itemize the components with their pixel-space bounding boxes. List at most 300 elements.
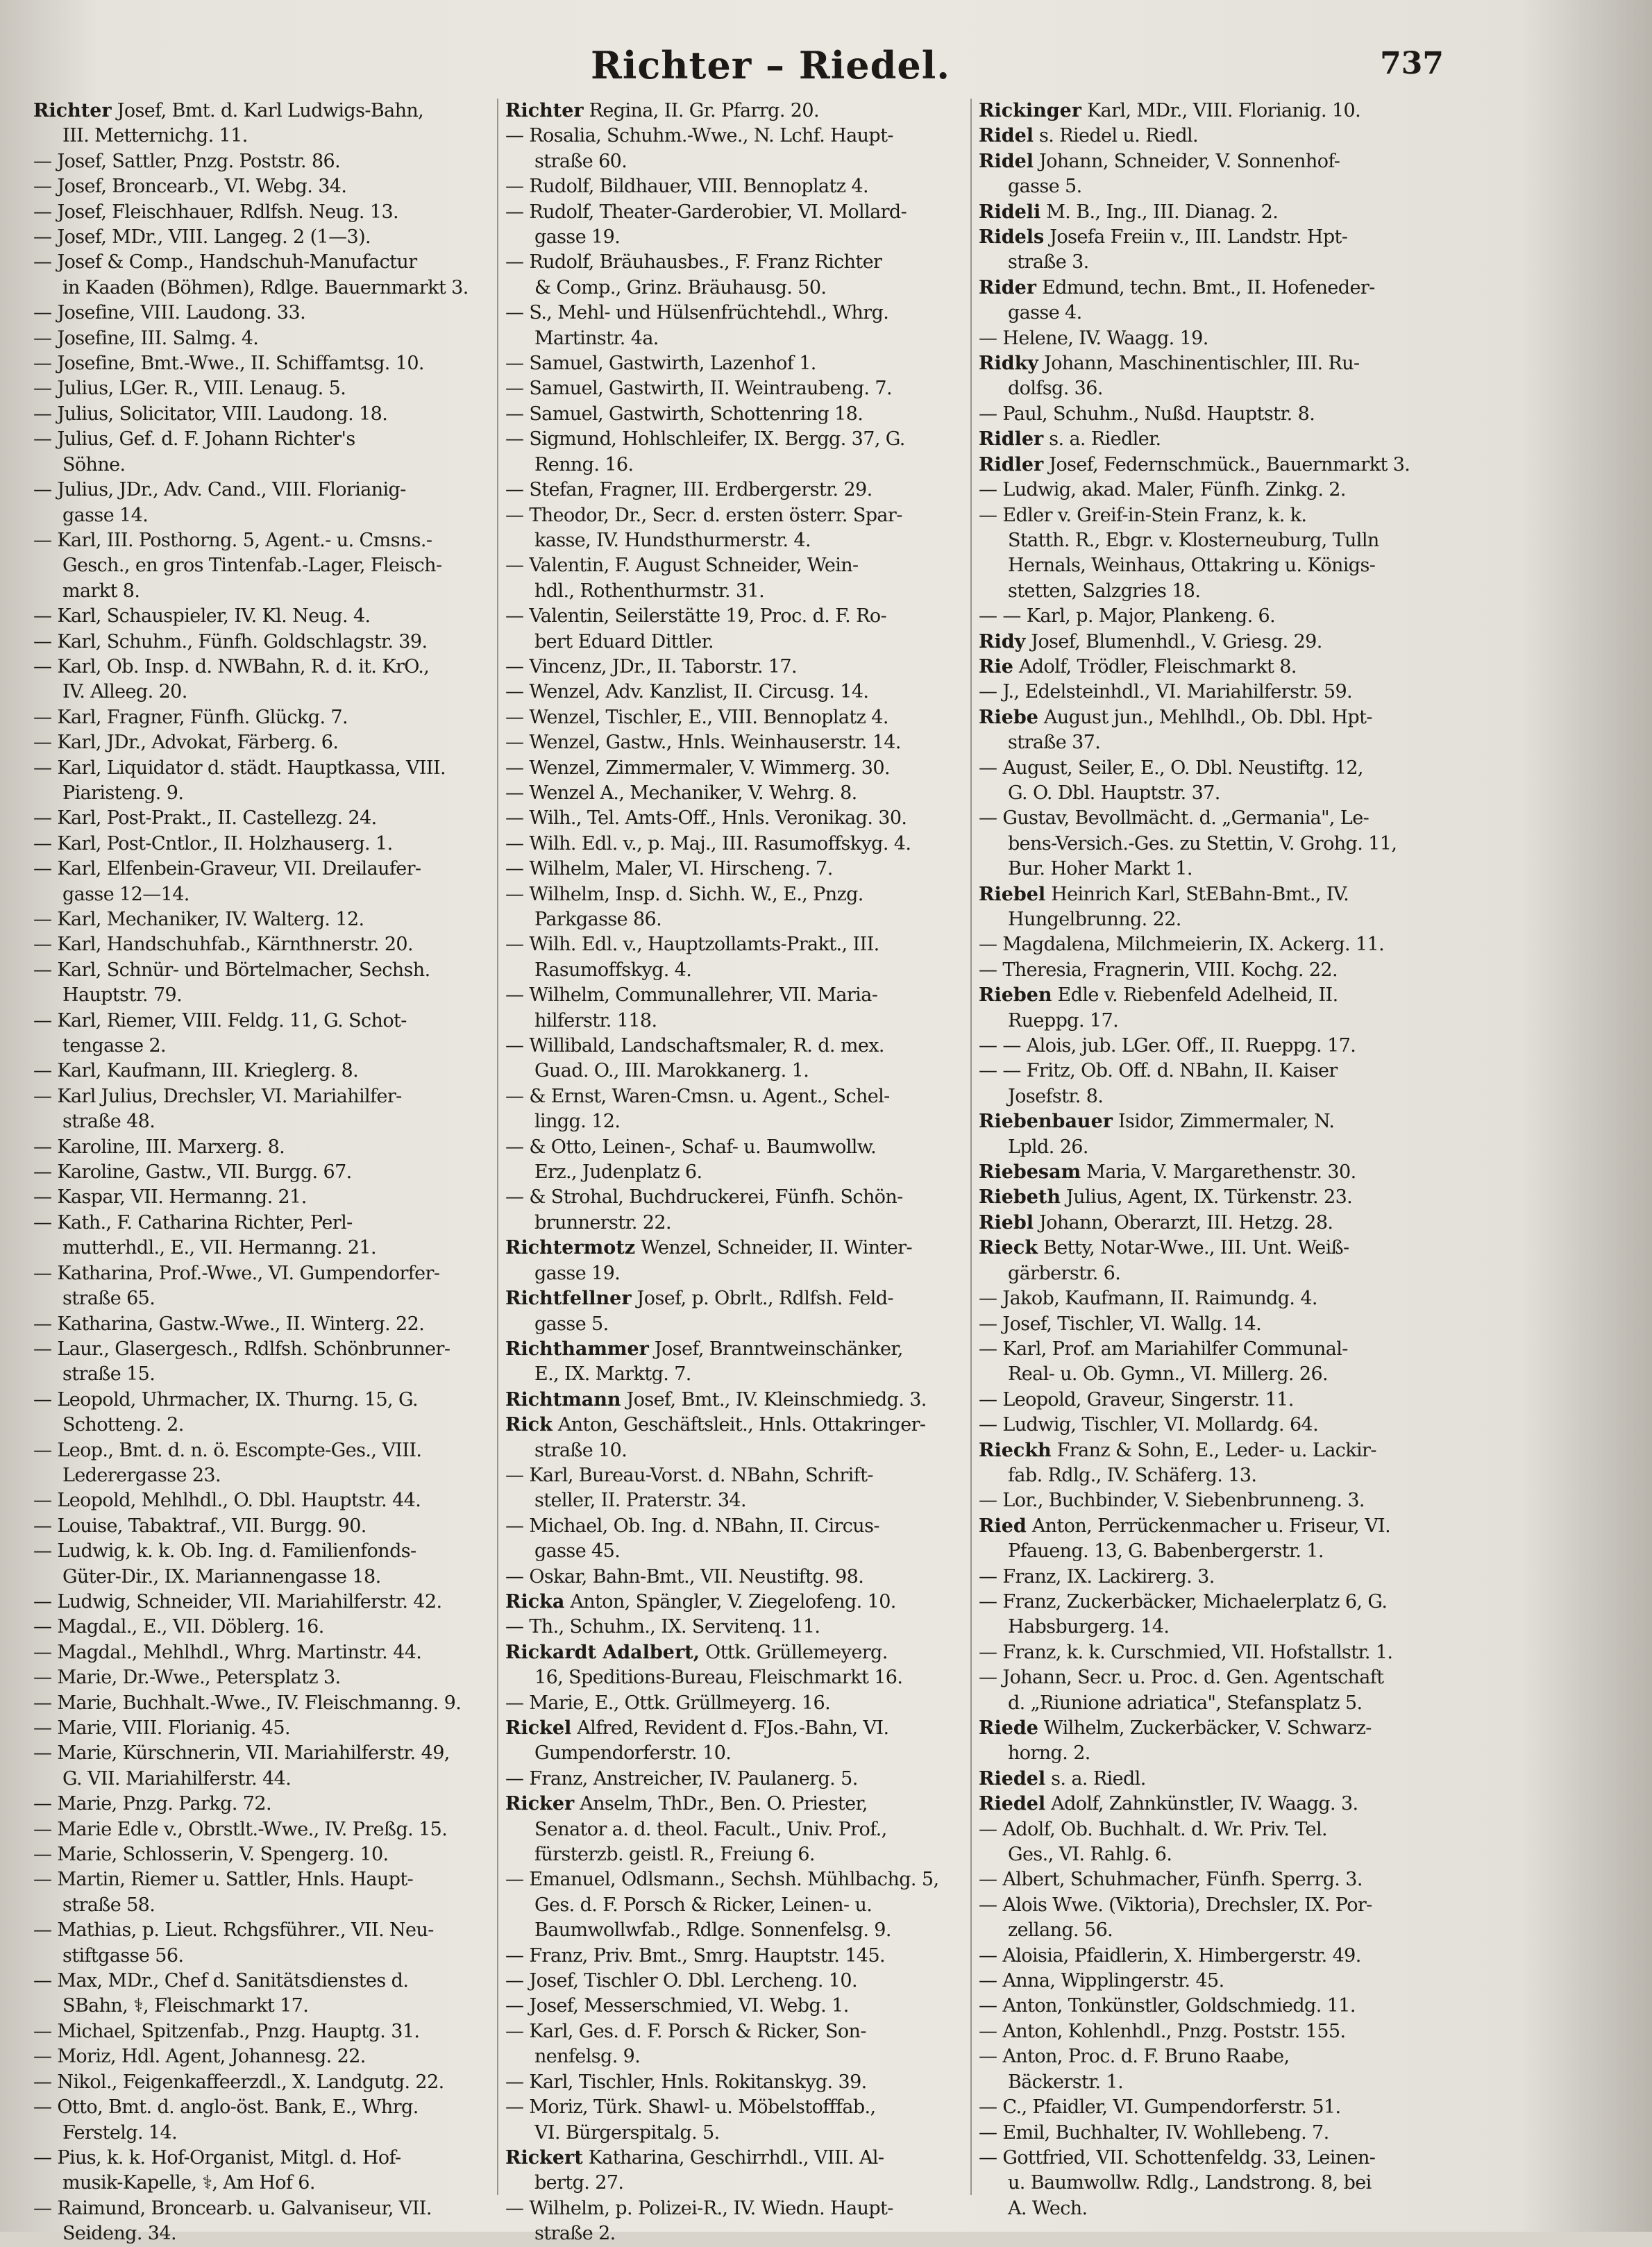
entry-text: — Raimund, Broncearb. u. Galvaniseur, VII. (33, 2197, 432, 2219)
entry-text: — Karl, Post-Cntlor., II. Holzhauserg. 1. (33, 832, 393, 855)
entry-first-line (979, 958, 1448, 983)
directory-entry (33, 1059, 503, 1084)
entry-continuation: hilferstr. 118. (534, 1009, 657, 1032)
entry-continuation: bens-Versich.-Ges. zu Stettin, V. Grohg. 11, (1008, 832, 1397, 855)
entry-continuation: gasse 14. (62, 504, 149, 526)
directory-entry (979, 1488, 1448, 1513)
entry-first-line (979, 1236, 1448, 1261)
entry-first-line (505, 1590, 975, 1615)
entry-text: — & Otto, Leinen-, Schaf- u. Baumwollw. (505, 1136, 877, 1158)
entry-text: Anton, Perrückenmacher u. Friseur, VI. (1026, 1515, 1391, 1537)
directory-entry (33, 2095, 503, 2146)
directory-entry (505, 832, 975, 857)
directory-entry (979, 427, 1448, 452)
entry-first-line (505, 301, 975, 326)
entry-first-line (979, 351, 1448, 376)
directory-entry (33, 149, 503, 174)
entry-first-line (505, 427, 975, 452)
entry-first-line (33, 99, 503, 124)
directory-entry (33, 326, 503, 351)
entry-first-line (33, 2095, 503, 2120)
entry-text: — Otto, Bmt. d. anglo-öst. Bank, E., Whrg. (33, 2096, 419, 2119)
entry-first-line (979, 1817, 1448, 1842)
directory-entry (33, 2070, 503, 2095)
entry-first-line (505, 1867, 975, 1892)
entry-first-line (33, 958, 503, 983)
entry-text: — Ludwig, Tischler, VI. Mollardg. 64. (979, 1414, 1319, 1436)
directory-entry (505, 1590, 975, 1615)
entry-text: — Th., Schuhm., IX. Servitenq. 11. (505, 1616, 820, 1638)
entry-text: — Ludwig, k. k. Ob. Ing. d. Familienfonds- (33, 1540, 416, 1563)
entry-first-line (33, 1135, 503, 1160)
directory-entry (33, 1135, 503, 1160)
directory-entry (33, 1640, 503, 1665)
entry-continuation: Gumpendorferstr. 10. (534, 1742, 732, 1765)
entry-surname: Richtfellner (505, 1288, 632, 1310)
directory-entry (505, 174, 975, 199)
entry-first-line (505, 351, 975, 376)
directory-entry (505, 376, 975, 401)
entry-continuation: Ferstelg. 14. (62, 2121, 178, 2144)
directory-entry (505, 478, 975, 503)
directory-column-2 (505, 99, 975, 2247)
entry-first-line (505, 250, 975, 275)
entry-text: — Valentin, Seilerstätte 19, Proc. d. F. Ro- (505, 605, 887, 628)
entry-surname: Ridler (979, 428, 1044, 451)
directory-entry (979, 478, 1448, 503)
entry-first-line (33, 1539, 503, 1564)
entry-text: — Karl, Ges. d. F. Porsch & Ricker, Son- (505, 2020, 866, 2042)
directory-entry (979, 983, 1448, 1034)
entry-first-line (33, 1488, 503, 1513)
entry-first-line (979, 1565, 1448, 1590)
entry-first-line (979, 1665, 1448, 1690)
entry-first-line (505, 1691, 975, 1716)
entry-text: Johann, Oberarzt, III. Hetzg. 28. (1034, 1211, 1333, 1234)
entry-first-line (33, 1792, 503, 1817)
directory-entry (505, 1388, 975, 1413)
entry-surname: Riebl (979, 1211, 1034, 1234)
entry-first-line (33, 174, 503, 199)
directory-entry (505, 806, 975, 831)
directory-entry (33, 2019, 503, 2044)
entry-first-line (979, 2019, 1448, 2044)
directory-entry (33, 1312, 503, 1337)
entry-continuation: 16, Speditions-Bureau, Fleischmarkt 16. (534, 1667, 903, 1689)
directory-entry (505, 1135, 975, 1186)
directory-entry (33, 1185, 503, 1210)
entry-first-line (979, 882, 1448, 907)
entry-continuation: tengasse 2. (62, 1035, 167, 1057)
entry-first-line (33, 427, 503, 452)
entry-continuation: hdl., Rothenthurmstr. 31. (534, 580, 765, 602)
entry-text: — Emanuel, Odlsmann., Sechsh. Mühlbachg. 5, (505, 1869, 939, 1891)
entry-first-line (33, 1918, 503, 1943)
directory-entry (33, 200, 503, 225)
entry-continuation: straße 58. (62, 1894, 155, 1916)
directory-entry (505, 1286, 975, 1337)
entry-text: — Leopold, Uhrmacher, IX. Thurng. 15, G. (33, 1388, 419, 1411)
entry-first-line (979, 1413, 1448, 1438)
entry-continuation: gasse 19. (534, 226, 621, 249)
entry-continuation: Rueppg. 17. (1008, 1009, 1119, 1032)
directory-entry (505, 1792, 975, 1867)
entry-first-line (33, 1842, 503, 1867)
entry-continuation: Pfaueng. 13, G. Babenbergerstr. 1. (1008, 1540, 1324, 1563)
entry-first-line (979, 478, 1448, 503)
entry-surname: Ridky (979, 353, 1038, 375)
entry-surname: Ricka (505, 1590, 565, 1613)
entry-first-line (33, 1615, 503, 1640)
entry-text: — Karl, Schnür- und Börtelmacher, Sechsh. (33, 959, 430, 981)
entry-text: — Moriz, Hdl. Agent, Johannesg. 22. (33, 2046, 366, 2068)
entry-first-line (979, 1893, 1448, 1918)
entry-first-line (505, 932, 975, 957)
directory-entry (505, 402, 975, 427)
entry-first-line (33, 528, 503, 553)
entry-text: — Karl, JDr., Advokat, Färberg. 6. (33, 732, 339, 754)
entry-first-line (979, 2146, 1448, 2171)
entry-first-line (33, 907, 503, 932)
entry-continuation: gasse 12—14. (62, 883, 189, 905)
directory-entry (979, 1211, 1448, 1236)
directory-column-3 (979, 99, 1448, 2221)
directory-entry (979, 655, 1448, 680)
entry-text: — Magdal., Mehlhdl., Whrg. Martinstr. 44. (33, 1641, 422, 1663)
directory-entry (33, 1388, 503, 1438)
entry-first-line (979, 453, 1448, 478)
entry-first-line (979, 630, 1448, 655)
directory-entry (33, 1842, 503, 1867)
entry-text: — Rosalia, Schuhm.-Wwe., N. Lchf. Haupt- (505, 125, 893, 147)
directory-entry (505, 1944, 975, 1969)
entry-continuation: fürsterzb. geistl. R., Freiung 6. (534, 1844, 815, 1866)
entry-text: Josef, Blumenhdl., V. Griesg. 29. (1025, 630, 1322, 653)
directory-entry (33, 932, 503, 957)
directory-entry (979, 2121, 1448, 2146)
entry-first-line (33, 1817, 503, 1842)
entry-first-line (33, 857, 503, 882)
entry-text: — Samuel, Gastwirth, II. Weintraubeng. 7. (505, 378, 892, 400)
directory-entry (33, 655, 503, 705)
entry-text: — Theresia, Fragnerin, VIII. Kochg. 22. (979, 959, 1338, 981)
entry-continuation: Guad. O., III. Marokkanerg. 1. (534, 1060, 809, 1082)
entry-text: Heinrich Karl, StEBahn-Bmt., IV. (1045, 883, 1349, 905)
directory-entry (505, 1691, 975, 1716)
entry-first-line (979, 705, 1448, 730)
entry-first-line (505, 99, 975, 124)
directory-entry (33, 528, 503, 604)
entry-first-line (979, 604, 1448, 629)
entry-continuation: Hungelbrunng. 22. (1008, 909, 1181, 930)
entry-text: — Aloisia, Pfaidlerin, X. Himbergerstr. 49. (979, 1944, 1361, 1967)
entry-first-line (33, 225, 503, 250)
entry-first-line (505, 1565, 975, 1590)
directory-entry (979, 1185, 1448, 1210)
entry-surname: Ridler (979, 453, 1044, 476)
directory-entry (979, 200, 1448, 225)
entry-text: — Wenzel, Gastw., Hnls. Weinhauserstr. 14. (505, 732, 901, 754)
entry-text: Ottk. Grüllemeyerg. (700, 1641, 888, 1663)
entry-first-line (33, 1388, 503, 1413)
entry-surname: Richter (505, 100, 584, 121)
entry-first-line (33, 1337, 503, 1362)
entry-surname: Richtmann (505, 1388, 621, 1411)
entry-text: Josef, Bmt. d. Karl Ludwigs-Bahn, (111, 100, 424, 121)
entry-text: — Alois Wwe. (Viktoria), Drechsler, IX. Por- (979, 1894, 1372, 1916)
entry-first-line (33, 655, 503, 680)
entry-continuation: Erz., Judenplatz 6. (534, 1161, 702, 1184)
entry-first-line (33, 149, 503, 174)
directory-entry (505, 1084, 975, 1135)
directory-entry (33, 427, 503, 478)
entry-text: — Nikol., Feigenkaffeerzdl., X. Landgutg. 22. (33, 2071, 444, 2093)
directory-entry (979, 630, 1448, 655)
entry-text: — Wenzel A., Mechaniker, V. Wehrg. 8. (505, 782, 857, 804)
entry-first-line (979, 2044, 1448, 2069)
entry-text: s. a. Riedler. (1043, 428, 1161, 451)
entry-text: — Josef, Fleischhauer, Rdlfsh. Neug. 13. (33, 201, 399, 223)
entry-continuation: in Kaaden (Böhmen), Rdlge. Bauernmarkt 3. (62, 276, 469, 298)
directory-entry (979, 1059, 1448, 1109)
directory-entry (505, 1565, 975, 1590)
directory-entry (33, 174, 503, 199)
entry-continuation: Ges., VI. Rahlg. 6. (1008, 1844, 1172, 1866)
directory-entry (33, 857, 503, 907)
directory-entry (505, 983, 975, 1034)
entry-surname: Rieck (979, 1237, 1038, 1259)
entry-text: — Josef, Tischler, VI. Wallg. 14. (979, 1313, 1262, 1335)
entry-surname: Ridy (979, 630, 1026, 653)
entry-first-line (33, 1009, 503, 1034)
entry-continuation: lingg. 12. (534, 1111, 621, 1133)
entry-continuation: gasse 5. (1008, 176, 1082, 198)
entry-text: — Michael, Spitzenfab., Pnzg. Hauptg. 31. (33, 2020, 420, 2042)
directory-entry (979, 1438, 1448, 1489)
entry-continuation: horng. 2. (1008, 1742, 1090, 1765)
entry-first-line (33, 932, 503, 957)
entry-surname: Riebel (979, 883, 1046, 905)
entry-first-line (505, 1185, 975, 1210)
entry-text: Anton, Geschäftsleit., Hnls. Ottakringer- (552, 1414, 926, 1436)
directory-entry (505, 1994, 975, 2019)
entry-continuation: zellang. 56. (1008, 1919, 1113, 1942)
entry-first-line (979, 1034, 1448, 1059)
entry-continuation: bert Eduard Dittler. (534, 630, 714, 653)
entry-continuation: straße 15. (62, 1363, 155, 1386)
entry-text: — Marie, VIII. Florianig. 45. (33, 1717, 290, 1739)
directory-entry (505, 301, 975, 351)
directory-entry (33, 630, 503, 655)
entry-first-line (33, 1084, 503, 1109)
entry-text: — Franz, Zuckerbäcker, Michaelerplatz 6, G. (979, 1590, 1388, 1613)
entry-text: — Marie, Pnzg. Parkg. 72. (33, 1793, 271, 1815)
directory-entry (505, 857, 975, 882)
entry-text: Maria, V. Margarethenstr. 30. (1081, 1161, 1356, 1184)
entry-first-line (505, 2196, 975, 2221)
entry-continuation: straße 10. (534, 1439, 627, 1461)
entry-first-line (505, 1236, 975, 1261)
entry-text: Edle v. Riebenfeld Adelheid, II. (1052, 984, 1338, 1007)
directory-entry (505, 1767, 975, 1792)
directory-entry (33, 351, 503, 376)
entry-first-line (979, 2121, 1448, 2146)
entry-text: — Laur., Glasergesch., Rdlfsh. Schönbrunner- (33, 1338, 450, 1360)
entry-first-line (505, 655, 975, 680)
entry-first-line (979, 1286, 1448, 1311)
entry-continuation: steller, II. Praterstr. 34. (534, 1490, 746, 1512)
directory-entry (33, 2146, 503, 2196)
directory-entry (979, 351, 1448, 402)
entry-continuation: Bäckerstr. 1. (1008, 2071, 1124, 2093)
entry-continuation: Renng. 16. (534, 453, 634, 476)
directory-entry (33, 1438, 503, 1489)
directory-entry (33, 1792, 503, 1817)
directory-entry (979, 1236, 1448, 1286)
entry-first-line (979, 1716, 1448, 1741)
entry-first-line (505, 1969, 975, 1994)
entry-first-line (33, 1867, 503, 1892)
entry-first-line (33, 1590, 503, 1615)
entry-text: Katharina, Geschirrhdl., VIII. Al- (582, 2146, 884, 2169)
entry-continuation: Lpld. 26. (1008, 1136, 1088, 1158)
entry-text: — Willibald, Landschaftsmaler, R. d. mex. (505, 1035, 884, 1057)
entry-continuation: Josefstr. 8. (1008, 1085, 1104, 1107)
directory-entry (505, 124, 975, 174)
directory-entry (33, 2044, 503, 2069)
entry-continuation: E., IX. Marktg. 7. (534, 1363, 691, 1386)
entry-first-line (979, 983, 1448, 1008)
directory-entry (505, 604, 975, 655)
directory-entry (979, 1893, 1448, 1944)
entry-first-line (505, 2019, 975, 2044)
entry-text: — Samuel, Gastwirth, Lazenhof 1. (505, 353, 816, 375)
entry-first-line (505, 1716, 975, 1741)
entry-surname: Riedel (979, 1767, 1046, 1790)
directory-entry (979, 2019, 1448, 2044)
directory-entry (979, 680, 1448, 705)
entry-text: — — Fritz, Ob. Off. d. NBahn, II. Kaiser (979, 1060, 1338, 1082)
entry-text: — Karl, Post-Prakt., II. Castellezg. 24. (33, 807, 377, 830)
entry-continuation: Real- u. Ob. Gymn., VI. Millerg. 26. (1008, 1363, 1328, 1386)
entry-text: — — Karl, p. Major, Plankeng. 6. (979, 605, 1276, 628)
entry-text: — Wenzel, Zimmermaler, V. Wimmerg. 30. (505, 757, 890, 779)
entry-surname: Ridels (979, 226, 1045, 249)
directory-entry (505, 1514, 975, 1565)
directory-entry (505, 427, 975, 478)
entry-text: — Karl Julius, Drechsler, VI. Mariahilfer- (33, 1085, 402, 1107)
directory-entry (979, 1160, 1448, 1185)
entry-first-line (979, 1488, 1448, 1513)
entry-text: — Leopold, Mehlhdl., O. Dbl. Hauptstr. 44. (33, 1490, 421, 1512)
directory-entry (33, 225, 503, 250)
directory-entry (979, 326, 1448, 351)
directory-entry (33, 1969, 503, 2019)
entry-first-line (33, 2019, 503, 2044)
entry-text: — Karl, Schauspieler, IV. Kl. Neug. 4. (33, 605, 371, 628)
directory-entry (33, 1918, 503, 1969)
entry-first-line (505, 553, 975, 578)
entry-text: Regina, II. Gr. Pfarrg. 20. (583, 100, 819, 121)
entry-continuation: kasse, IV. Hundsthurmerstr. 4. (534, 529, 811, 551)
directory-entry (979, 149, 1448, 200)
entry-text: — Rudolf, Theater-Garderobier, VI. Mollard- (505, 201, 907, 223)
entry-text: — Ludwig, Schneider, VII. Mariahilferstr. 42. (33, 1590, 442, 1613)
directory-entry (979, 705, 1448, 756)
directory-entry (979, 806, 1448, 882)
entry-text: — Lor., Buchbinder, V. Siebenbrunneng. 3. (979, 1490, 1365, 1512)
directory-entry (979, 756, 1448, 807)
directory-entry (979, 124, 1448, 149)
entry-continuation: Parkgasse 86. (534, 909, 662, 930)
entry-continuation: gasse 4. (1008, 302, 1082, 324)
entry-text: August jun., Mehlhdl., Ob. Dbl. Hpt- (1038, 706, 1372, 728)
directory-entry (505, 2019, 975, 2070)
entry-continuation: G. O. Dbl. Hauptstr. 37. (1008, 782, 1220, 804)
entry-continuation: Hauptstr. 79. (62, 984, 183, 1007)
entry-first-line (979, 1590, 1448, 1615)
entry-first-line (979, 225, 1448, 250)
entry-first-line (979, 1312, 1448, 1337)
entry-first-line (979, 756, 1448, 781)
entry-first-line (979, 1867, 1448, 1892)
entry-text: — Anton, Kohlenhdl., Pnzg. Poststr. 155. (979, 2020, 1346, 2042)
entry-continuation: straße 3. (1008, 251, 1089, 273)
directory-entry (33, 832, 503, 857)
page-title: Richter – Riedel. (590, 43, 951, 87)
entry-first-line (505, 1034, 975, 1059)
entry-surname: Rieckh (979, 1439, 1052, 1461)
entry-surname: Ridel (979, 125, 1034, 147)
entry-text: — Marie, Schlosserin, V. Spengerg. 10. (33, 1844, 389, 1866)
entry-continuation: Habsburgerg. 14. (1008, 1616, 1170, 1638)
entry-first-line (979, 99, 1448, 124)
entry-text: — Johann, Secr. u. Proc. d. Gen. Agentschaft (979, 1667, 1384, 1689)
directory-entry (33, 1160, 503, 1185)
entry-text: — Edler v. Greif-in-Stein Franz, k. k. (979, 504, 1307, 526)
entry-text: — Leop., Bmt. d. n. ö. Escompte-Ges., VIII. (33, 1439, 422, 1461)
entry-text: — Rudolf, Bildhauer, VIII. Bennoplatz 4. (505, 176, 868, 198)
entry-first-line (505, 705, 975, 730)
entry-continuation: SBahn, ⚕, Fleischmarkt 17. (62, 1995, 309, 2017)
entry-text: — Franz, k. k. Curschmied, VII. Hofstallstr. 1. (979, 1641, 1393, 1663)
entry-first-line (979, 1944, 1448, 1969)
entry-text: — Karl, Handschuhfab., Kärnthnerstr. 20. (33, 934, 413, 956)
entry-text: — Karl, Prof. am Mariahilfer Communal- (979, 1338, 1348, 1360)
entry-text: — Anton, Tonkünstler, Goldschmiedg. 11. (979, 1995, 1356, 2017)
entry-first-line (505, 1792, 975, 1817)
entry-first-line (505, 503, 975, 528)
entry-surname: Rideli (979, 201, 1041, 223)
entry-continuation: nenfelsg. 9. (534, 2046, 641, 2068)
entry-surname: Riedel (979, 1793, 1046, 1815)
entry-continuation: Piaristeng. 9. (62, 782, 184, 804)
directory-entry (979, 2095, 1448, 2120)
directory-entry (505, 1867, 975, 1943)
entry-text: — Kath., F. Catharina Richter, Perl- (33, 1211, 353, 1234)
entry-first-line (979, 1438, 1448, 1463)
entry-first-line (505, 1615, 975, 1640)
entry-continuation: gasse 45. (534, 1540, 621, 1563)
directory-entry (979, 2146, 1448, 2221)
entry-first-line (505, 1994, 975, 2019)
entry-text: — Marie, Buchhalt.-Wwe., IV. Fleischmanng. 9. (33, 1692, 462, 1714)
entry-surname: Riebenbauer (979, 1111, 1113, 1133)
entry-continuation: Hernals, Weinhaus, Ottakring u. Königs- (1008, 555, 1376, 577)
entry-first-line (979, 1969, 1448, 1994)
entry-text: — Pius, k. k. Hof-Organist, Mitgl. d. Hof- (33, 2146, 401, 2169)
directory-entry (505, 730, 975, 755)
